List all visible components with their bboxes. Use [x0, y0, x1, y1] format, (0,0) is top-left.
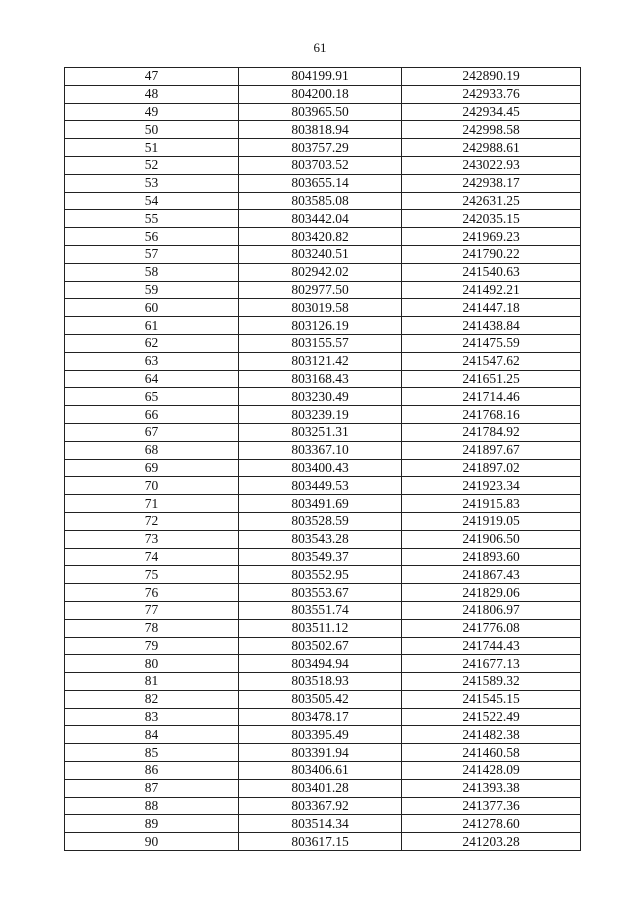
point-number-cell: 75	[65, 566, 239, 584]
y-coordinate-cell: 241776.08	[402, 619, 581, 637]
table-row	[65, 619, 581, 637]
point-number-cell: 77	[65, 601, 239, 619]
point-number-cell: 86	[65, 762, 239, 780]
y-coordinate-cell: 241714.46	[402, 388, 581, 406]
table-row	[65, 708, 581, 726]
x-coordinate-cell: 803494.94	[239, 655, 402, 673]
x-coordinate-cell: 803230.49	[239, 388, 402, 406]
point-number-cell: 48	[65, 85, 239, 103]
point-number-cell: 62	[65, 334, 239, 352]
y-coordinate-cell: 241923.34	[402, 477, 581, 495]
y-coordinate-cell: 241829.06	[402, 584, 581, 602]
table-row	[65, 512, 581, 530]
x-coordinate-cell: 803518.93	[239, 673, 402, 691]
x-coordinate-cell: 803478.17	[239, 708, 402, 726]
point-number-cell: 65	[65, 388, 239, 406]
point-number-cell: 55	[65, 210, 239, 228]
point-number-cell: 88	[65, 797, 239, 815]
table-row	[65, 495, 581, 513]
y-coordinate-cell: 241589.32	[402, 673, 581, 691]
point-number-cell: 71	[65, 495, 239, 513]
table-row	[65, 655, 581, 673]
table-row	[65, 815, 581, 833]
x-coordinate-cell: 803502.67	[239, 637, 402, 655]
y-coordinate-cell: 241897.67	[402, 441, 581, 459]
table-row	[65, 406, 581, 424]
x-coordinate-cell: 803251.31	[239, 423, 402, 441]
y-coordinate-cell: 241893.60	[402, 548, 581, 566]
y-coordinate-cell: 242988.61	[402, 139, 581, 157]
y-coordinate-cell: 241867.43	[402, 566, 581, 584]
y-coordinate-cell: 241203.28	[402, 833, 581, 851]
x-coordinate-cell: 803553.67	[239, 584, 402, 602]
coordinates-table-body	[65, 68, 581, 851]
point-number-cell: 56	[65, 228, 239, 246]
table-row	[65, 690, 581, 708]
point-number-cell: 60	[65, 299, 239, 317]
table-row	[65, 68, 581, 86]
point-number-cell: 82	[65, 690, 239, 708]
table-row	[65, 103, 581, 121]
table-row	[65, 744, 581, 762]
table-row	[65, 833, 581, 851]
y-coordinate-cell: 242934.45	[402, 103, 581, 121]
table-row	[65, 762, 581, 780]
table-row	[65, 245, 581, 263]
table-row	[65, 192, 581, 210]
point-number-cell: 90	[65, 833, 239, 851]
point-number-cell: 67	[65, 423, 239, 441]
point-number-cell: 68	[65, 441, 239, 459]
point-number-cell: 52	[65, 156, 239, 174]
y-coordinate-cell: 241790.22	[402, 245, 581, 263]
x-coordinate-cell: 803528.59	[239, 512, 402, 530]
x-coordinate-cell: 803585.08	[239, 192, 402, 210]
x-coordinate-cell: 803551.74	[239, 601, 402, 619]
point-number-cell: 73	[65, 530, 239, 548]
y-coordinate-cell: 241492.21	[402, 281, 581, 299]
y-coordinate-cell: 241377.36	[402, 797, 581, 815]
point-number-cell: 69	[65, 459, 239, 477]
y-coordinate-cell: 242938.17	[402, 174, 581, 192]
x-coordinate-cell: 803395.49	[239, 726, 402, 744]
x-coordinate-cell: 804200.18	[239, 85, 402, 103]
y-coordinate-cell: 241919.05	[402, 512, 581, 530]
y-coordinate-cell: 241460.58	[402, 744, 581, 762]
point-number-cell: 57	[65, 245, 239, 263]
x-coordinate-cell: 803552.95	[239, 566, 402, 584]
y-coordinate-cell: 241677.13	[402, 655, 581, 673]
table-row	[65, 548, 581, 566]
y-coordinate-cell: 241969.23	[402, 228, 581, 246]
point-number-cell: 53	[65, 174, 239, 192]
table-row	[65, 228, 581, 246]
point-number-cell: 74	[65, 548, 239, 566]
point-number-cell: 79	[65, 637, 239, 655]
x-coordinate-cell: 803239.19	[239, 406, 402, 424]
x-coordinate-cell: 803420.82	[239, 228, 402, 246]
table-row	[65, 139, 581, 157]
y-coordinate-cell: 241540.63	[402, 263, 581, 281]
x-coordinate-cell: 803155.57	[239, 334, 402, 352]
table-row	[65, 156, 581, 174]
table-row	[65, 477, 581, 495]
table-row	[65, 263, 581, 281]
table-row	[65, 423, 581, 441]
table-row	[65, 459, 581, 477]
y-coordinate-cell: 242933.76	[402, 85, 581, 103]
y-coordinate-cell: 242631.25	[402, 192, 581, 210]
y-coordinate-cell: 241393.38	[402, 779, 581, 797]
table-row	[65, 210, 581, 228]
table-row	[65, 441, 581, 459]
point-number-cell: 76	[65, 584, 239, 602]
x-coordinate-cell: 803818.94	[239, 121, 402, 139]
point-number-cell: 64	[65, 370, 239, 388]
y-coordinate-cell: 241915.83	[402, 495, 581, 513]
x-coordinate-cell: 803442.04	[239, 210, 402, 228]
table-row	[65, 637, 581, 655]
table-row	[65, 121, 581, 139]
y-coordinate-cell: 242998.58	[402, 121, 581, 139]
x-coordinate-cell: 803019.58	[239, 299, 402, 317]
x-coordinate-cell: 802977.50	[239, 281, 402, 299]
y-coordinate-cell: 241278.60	[402, 815, 581, 833]
page-number: 61	[313, 40, 327, 55]
point-number-cell: 89	[65, 815, 239, 833]
y-coordinate-cell: 241482.38	[402, 726, 581, 744]
point-number-cell: 58	[65, 263, 239, 281]
y-coordinate-cell: 241784.92	[402, 423, 581, 441]
x-coordinate-cell: 803240.51	[239, 245, 402, 263]
table-row	[65, 334, 581, 352]
x-coordinate-cell: 803126.19	[239, 317, 402, 335]
table-row	[65, 726, 581, 744]
x-coordinate-cell: 803511.12	[239, 619, 402, 637]
table-row	[65, 673, 581, 691]
x-coordinate-cell: 803543.28	[239, 530, 402, 548]
point-number-cell: 83	[65, 708, 239, 726]
x-coordinate-cell: 803400.43	[239, 459, 402, 477]
x-coordinate-cell: 802942.02	[239, 263, 402, 281]
point-number-cell: 51	[65, 139, 239, 157]
table-row	[65, 566, 581, 584]
table-row	[65, 85, 581, 103]
point-number-cell: 80	[65, 655, 239, 673]
table-row	[65, 601, 581, 619]
y-coordinate-cell: 241522.49	[402, 708, 581, 726]
point-number-cell: 84	[65, 726, 239, 744]
y-coordinate-cell: 242035.15	[402, 210, 581, 228]
x-coordinate-cell: 803617.15	[239, 833, 402, 851]
point-number-cell: 70	[65, 477, 239, 495]
x-coordinate-cell: 803757.29	[239, 139, 402, 157]
x-coordinate-cell: 803367.92	[239, 797, 402, 815]
x-coordinate-cell: 803965.50	[239, 103, 402, 121]
x-coordinate-cell: 803491.69	[239, 495, 402, 513]
point-number-cell: 87	[65, 779, 239, 797]
x-coordinate-cell: 804199.91	[239, 68, 402, 86]
y-coordinate-cell: 241651.25	[402, 370, 581, 388]
y-coordinate-cell: 241768.16	[402, 406, 581, 424]
y-coordinate-cell: 241897.02	[402, 459, 581, 477]
y-coordinate-cell: 242890.19	[402, 68, 581, 86]
x-coordinate-cell: 803449.53	[239, 477, 402, 495]
y-coordinate-cell: 241545.15	[402, 690, 581, 708]
x-coordinate-cell: 803367.10	[239, 441, 402, 459]
y-coordinate-cell: 241547.62	[402, 352, 581, 370]
table-row	[65, 370, 581, 388]
table-row	[65, 281, 581, 299]
point-number-cell: 61	[65, 317, 239, 335]
x-coordinate-cell: 803168.43	[239, 370, 402, 388]
point-number-cell: 50	[65, 121, 239, 139]
y-coordinate-cell: 243022.93	[402, 156, 581, 174]
y-coordinate-cell: 241428.09	[402, 762, 581, 780]
table-row	[65, 317, 581, 335]
x-coordinate-cell: 803401.28	[239, 779, 402, 797]
table-row	[65, 299, 581, 317]
y-coordinate-cell: 241806.97	[402, 601, 581, 619]
x-coordinate-cell: 803391.94	[239, 744, 402, 762]
y-coordinate-cell: 241744.43	[402, 637, 581, 655]
point-number-cell: 66	[65, 406, 239, 424]
x-coordinate-cell: 803655.14	[239, 174, 402, 192]
table-row	[65, 388, 581, 406]
y-coordinate-cell: 241906.50	[402, 530, 581, 548]
coordinates-table	[64, 67, 581, 851]
table-row	[65, 797, 581, 815]
point-number-cell: 78	[65, 619, 239, 637]
table-row	[65, 530, 581, 548]
point-number-cell: 63	[65, 352, 239, 370]
point-number-cell: 47	[65, 68, 239, 86]
y-coordinate-cell: 241475.59	[402, 334, 581, 352]
point-number-cell: 72	[65, 512, 239, 530]
x-coordinate-cell: 803514.34	[239, 815, 402, 833]
point-number-cell: 54	[65, 192, 239, 210]
x-coordinate-cell: 803505.42	[239, 690, 402, 708]
point-number-cell: 81	[65, 673, 239, 691]
point-number-cell: 59	[65, 281, 239, 299]
table-row	[65, 584, 581, 602]
x-coordinate-cell: 803121.42	[239, 352, 402, 370]
point-number-cell: 85	[65, 744, 239, 762]
x-coordinate-cell: 803549.37	[239, 548, 402, 566]
point-number-cell: 49	[65, 103, 239, 121]
y-coordinate-cell: 241438.84	[402, 317, 581, 335]
table-row	[65, 174, 581, 192]
table-row	[65, 352, 581, 370]
table-row	[65, 779, 581, 797]
x-coordinate-cell: 803703.52	[239, 156, 402, 174]
x-coordinate-cell: 803406.61	[239, 762, 402, 780]
y-coordinate-cell: 241447.18	[402, 299, 581, 317]
